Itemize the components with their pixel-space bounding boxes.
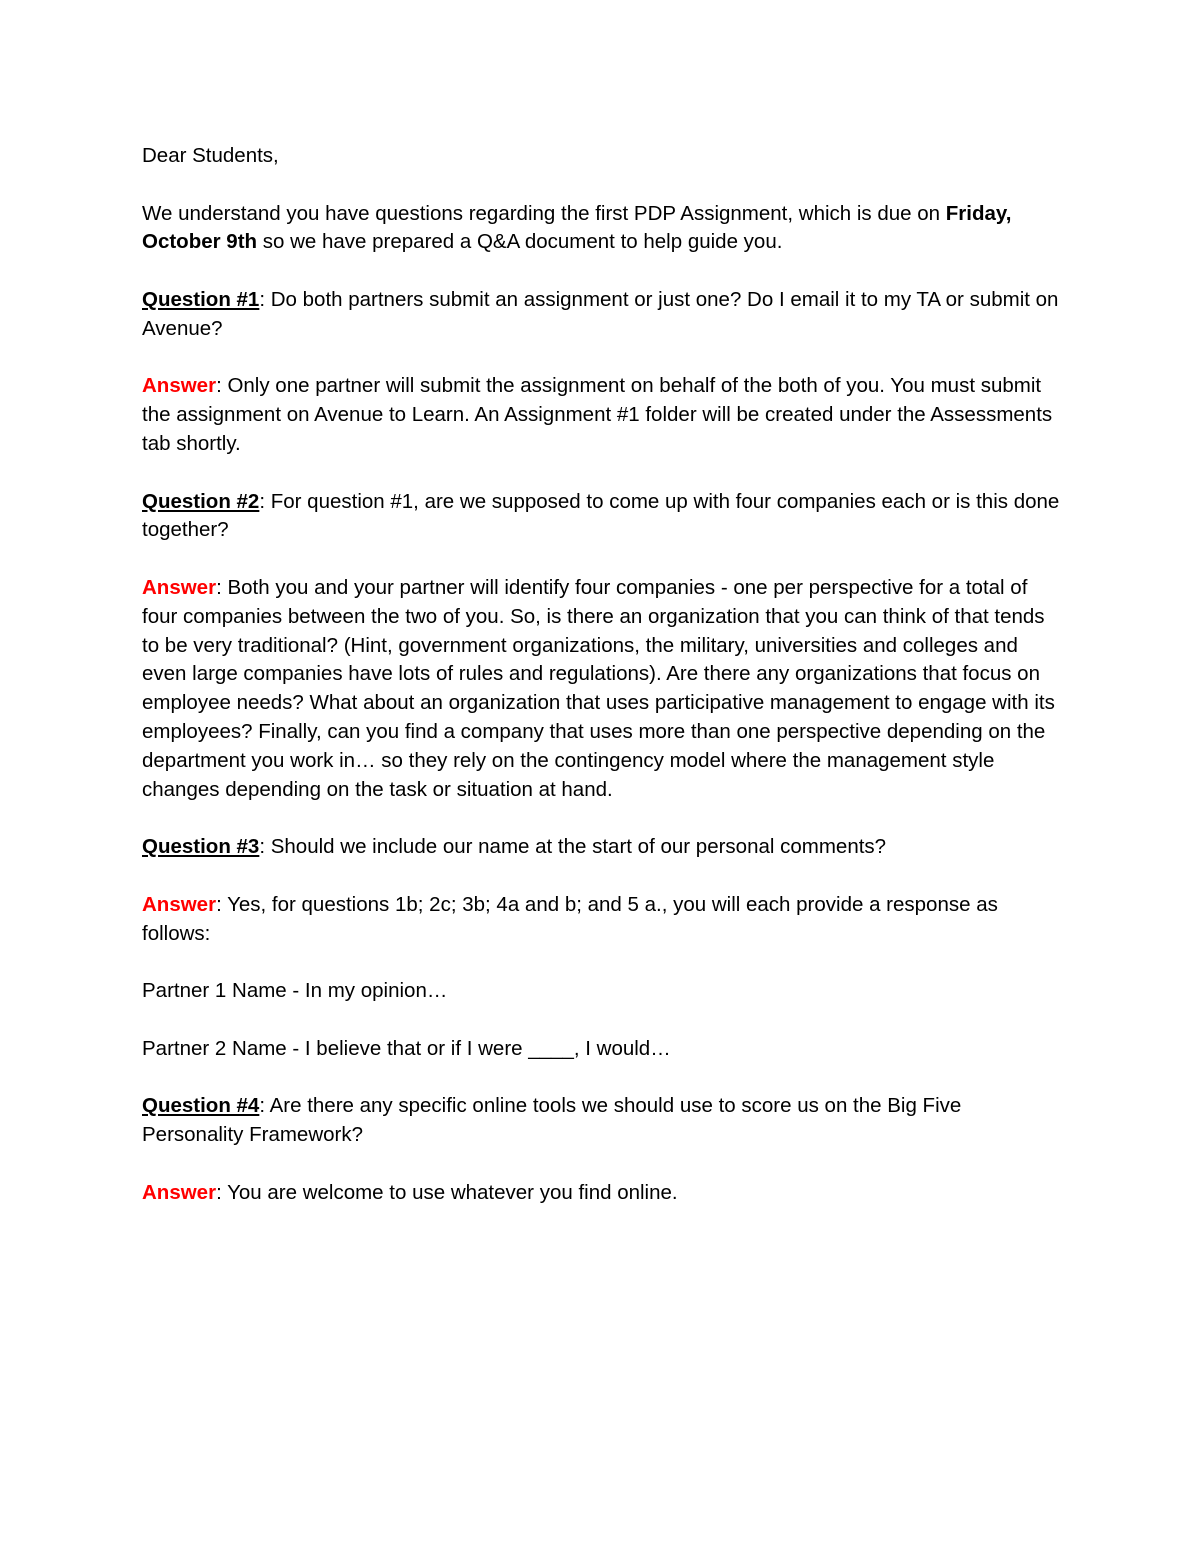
question-2-text: : For question #1, are we supposed to come up with four companies each or is this done together? (142, 489, 1060, 542)
answer-3-example-1: Partner 1 Name - In my opinion… (142, 979, 448, 1003)
question-2-label: Question #2 (142, 489, 260, 513)
question-3-text: : Should we include our name at the start of our personal comments? (259, 835, 887, 859)
question-4 (142, 1092, 1067, 1150)
answer-4-text: : You are welcome to use whatever you find online. (216, 1180, 678, 1204)
answer-3-text: : Yes, for questions 1b; 2c; 3b; 4a and b; and 5 a., you will each provide a response as follows: (142, 892, 998, 945)
answer-3-label: Answer (142, 892, 217, 916)
question-3 (142, 833, 1067, 862)
due-date: Friday, October 9th (142, 201, 1012, 254)
answer-1-label: Answer (142, 374, 217, 398)
answer-2-text: : Both you and your partner will identify four companies - one per perspective for a total of four companies between the two of you. So, is there an organization that you can think of that tends to be very traditional? (Hint, government organizations, the military, universities and colleges and even large companies have lots of rules and regulations). Are there any organizations that focus on employee needs? What about an organization that uses participative management to engage with its employees? Finally, can you find a company that uses more than one perspective depending on the department you work in… so they rely on the contingency model where the management style changes depending on the task or situation at hand. (142, 575, 1055, 801)
question-1 (142, 286, 1067, 344)
answer-1-text: : Only one partner will submit the assignment on behalf of the both of you. You must submit the assignment on Avenue to Learn. An Assignment #1 folder will be created under the Assessments tab shortly. (142, 374, 1053, 455)
document-body (142, 142, 1067, 1236)
question-4-label: Question #4 (142, 1094, 260, 1118)
intro-paragraph (142, 200, 1067, 258)
answer-2 (142, 574, 1067, 804)
answer-4 (142, 1179, 1067, 1208)
question-3-label: Question #3 (142, 835, 260, 859)
intro-text-after: so we have prepared a Q&A document to help guide you. (257, 230, 783, 254)
answer-3 (142, 891, 1067, 949)
question-2 (142, 488, 1067, 546)
greeting: Dear Students, (142, 144, 279, 167)
question-4-text: : Are there any specific online tools we should use to score us on the Big Five Personality Framework? (142, 1094, 962, 1147)
intro-text-before: We understand you have questions regarding the first PDP Assignment, which is due on (142, 201, 946, 225)
answer-1 (142, 372, 1067, 458)
answer-3-example-2: Partner 2 Name - I believe that or if I were ____, I would… (142, 1036, 671, 1060)
answer-4-label: Answer (142, 1180, 217, 1204)
question-1-label: Question #1 (142, 287, 260, 311)
answer-2-label: Answer (142, 575, 217, 599)
question-1-text: : Do both partners submit an assignment or just one? Do I email it to my TA or submit on Avenue? (142, 287, 1059, 340)
